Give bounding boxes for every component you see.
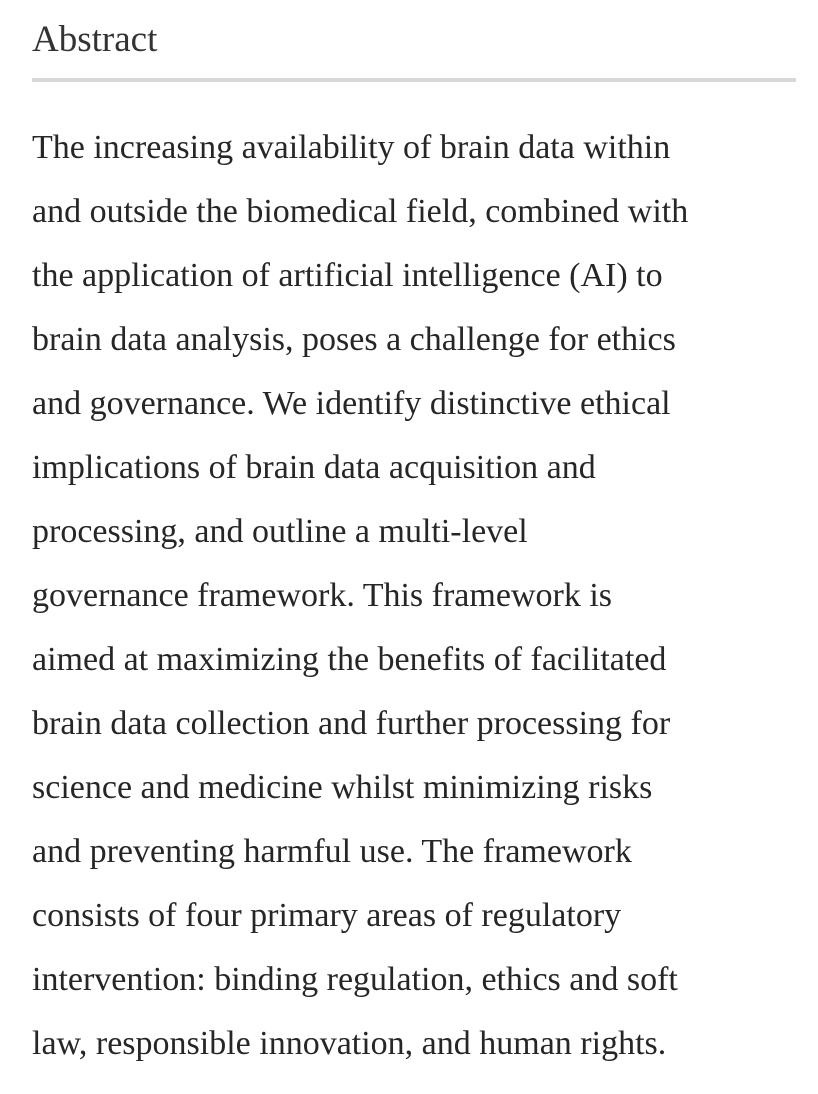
abstract-line: law, responsible innovation, and human rights. <box>32 1025 667 1062</box>
abstract-line: and outside the biomedical field, combined with <box>32 193 689 230</box>
abstract-line: implications of brain data acquisition and <box>32 449 596 486</box>
abstract-line: consists of four primary areas of regulatory <box>32 897 622 934</box>
abstract-section <box>32 0 796 1076</box>
abstract-paragraph <box>32 82 796 1076</box>
abstract-line: aimed at maximizing the benefits of facilitated <box>32 641 667 678</box>
abstract-line: brain data analysis, poses a challenge for ethics <box>32 321 676 358</box>
abstract-line: governance framework. This framework is <box>32 577 612 614</box>
abstract-line: science and medicine whilst minimizing risks <box>32 769 653 806</box>
abstract-line: The increasing availability of brain data within <box>32 129 671 166</box>
abstract-line: and preventing harmful use. The framework <box>32 833 632 870</box>
abstract-line: the application of artificial intelligence (AI) to <box>32 257 663 294</box>
abstract-line: processing, and outline a multi-level <box>32 513 528 550</box>
abstract-line: and governance. We identify distinctive ethical <box>32 385 671 422</box>
abstract-line: brain data collection and further processing for <box>32 705 671 742</box>
abstract-line: intervention: binding regulation, ethics and soft <box>32 961 678 998</box>
section-heading: Abstract <box>32 19 158 60</box>
